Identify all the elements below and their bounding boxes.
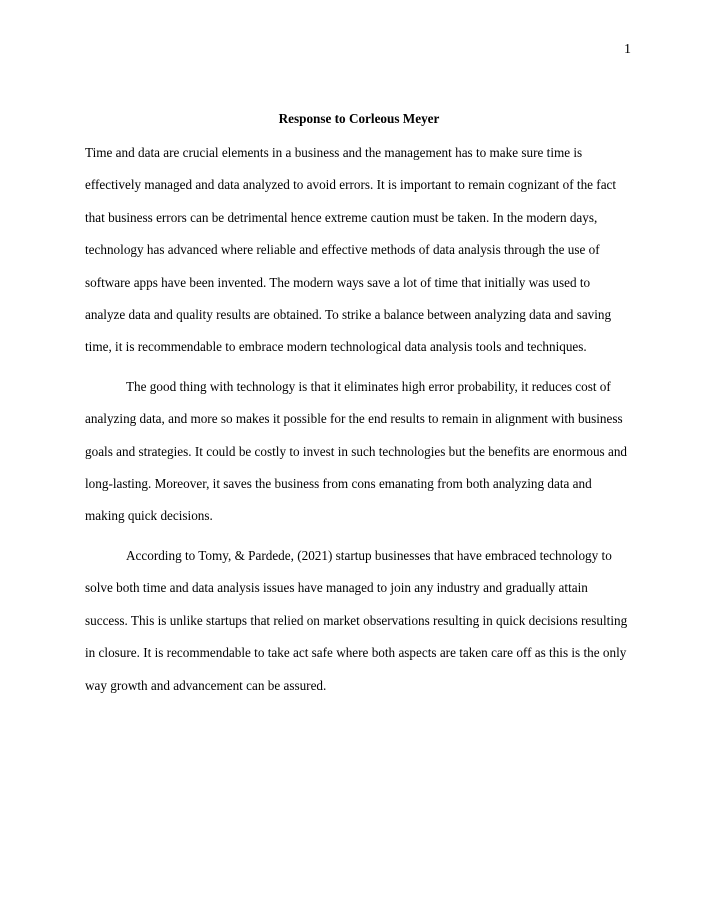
document-body: [85, 110, 633, 702]
paragraph-3: According to Tomy, & Pardede, (2021) startup businesses that have embraced technology to solve both time and data analysis issues have managed to join any industry and gradually attain success. This is unlike startups that relied on market observations resulting in quick decisions resulting in closure. It is recommendable to take act safe where both aspects are taken care off as this is the only way growth and advancement can be assured.: [85, 547, 628, 693]
paragraph-1: Time and data are crucial elements in a business and the management has to make sure time is effectively managed and data analyzed to avoid errors. It is important to remain cognizant of the fact that business errors can be detrimental hence extreme caution must be taken. In the modern days, technology has advanced where reliable and effective methods of data analysis through the use of software apps have been invented. The modern ways save a lot of time that initially was used to analyze data and quality results are obtained. To strike a balance between analyzing data and saving time, it is recommendable to embrace modern technological data analysis tools and techniques.: [85, 145, 617, 355]
document-title: Response to Corleous Meyer: [278, 111, 440, 126]
page-number: 1: [624, 42, 631, 57]
paragraph-2: The good thing with technology is that it eliminates high error probability, it reduces cost of analyzing data, and more so makes it possible for the end results to remain in alignment with business goals and strategies. It could be costly to invest in such technologies but the benefits are enormous and long-lasting. Moreover, it saves the business from cons emanating from both analyzing data and making quick decisions.: [85, 378, 628, 524]
